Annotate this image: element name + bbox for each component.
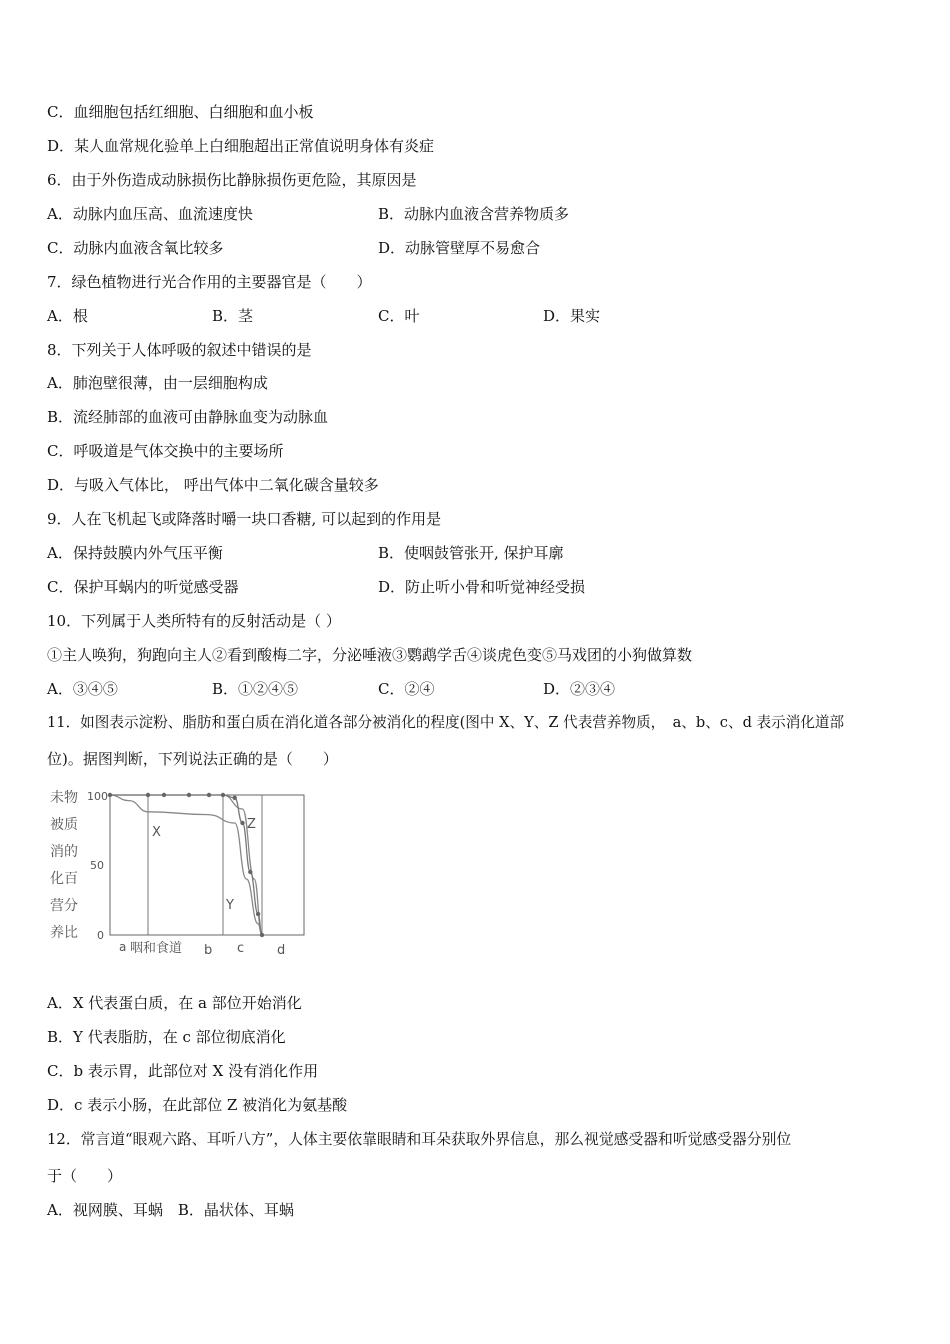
- q9-option-b: B．使咽鼓管张开, 保护耳廓: [378, 544, 564, 562]
- digestion-chart: [44, 784, 314, 964]
- ytick-100: 100: [87, 790, 108, 803]
- q11-option-d: D．c 表示小肠，在此部位 Z 被消化为氨基酸: [47, 1096, 348, 1114]
- q6-option-a: A．动脉内血压高、血流速度快: [47, 205, 253, 223]
- ylabel-row-5: 营分: [50, 898, 78, 914]
- series-point-z: [221, 793, 225, 797]
- series-point-z: [248, 870, 252, 874]
- q10-stem: 10．下列属于人类所特有的反射活动是（ ）: [47, 612, 341, 630]
- series-label-z: Z: [247, 817, 256, 832]
- plot-frame: [110, 795, 304, 935]
- q10-statements: ①主人唤狗，狗跑向主人②看到酸梅二字，分泌唾液③鹦鹉学舌④谈虎色变⑤马戏团的小狗做算数: [47, 646, 693, 664]
- q6-option-d: D．动脉管壁厚不易愈合: [378, 239, 541, 257]
- xregion-a: a: [119, 940, 127, 954]
- q7-option-d: D．果实: [543, 307, 601, 325]
- ytick-0: 0: [97, 929, 104, 942]
- xregion-c: c: [237, 941, 245, 956]
- q11-option-a: A．X 代表蛋白质，在 a 部位开始消化: [47, 994, 302, 1012]
- q9-option-d: D．防止听小骨和听觉神经受损: [378, 578, 586, 596]
- xregion-d: d: [277, 943, 286, 958]
- q8-stem: 8．下列关于人体呼吸的叙述中错误的是: [47, 341, 312, 359]
- series-point-z: [233, 796, 237, 800]
- q6-option-c: C．动脉内血液含氧比较多: [47, 239, 224, 257]
- series-point-z: [256, 912, 260, 916]
- q8-option-a: A．肺泡壁很薄，由一层细胞构成: [47, 374, 268, 392]
- series-point-z: [162, 793, 166, 797]
- xregion-throat: 咽和食道: [130, 941, 183, 956]
- q10-option-c: C．②④: [378, 680, 435, 698]
- q8-option-b: B．流经肺部的血液可由静脉血变为动脉血: [47, 408, 329, 426]
- q7-option-c: C．叶: [378, 307, 420, 325]
- series-point-z: [207, 793, 211, 797]
- ylabel-row-6: 养比: [50, 925, 78, 941]
- q5-option-d: D．某人血常规化验单上白细胞超出正常值说明身体有炎症: [47, 137, 435, 155]
- q11-option-b: B．Y 代表脂肪，在 c 部位彻底消化: [47, 1028, 286, 1046]
- q8-option-d: D．与吸入气体比， 呼出气体中二氧化碳含量较多: [47, 476, 379, 494]
- ylabel-row-1: 未物: [50, 790, 78, 806]
- q7-stem: 7．绿色植物进行光合作用的主要器官是（ ）: [47, 273, 372, 291]
- series-line-z: [110, 795, 262, 935]
- q9-option-a: A．保持鼓膜内外气压平衡: [47, 544, 223, 562]
- q10-option-b: B．①②④⑤: [212, 680, 299, 698]
- series-point-z: [260, 933, 264, 937]
- ylabel-row-3: 消的: [50, 844, 78, 860]
- q6-stem: 6．由于外伤造成动脉损伤比静脉损伤更危险，其原因是: [47, 171, 417, 189]
- ylabel-row-2: 被质: [50, 817, 78, 833]
- xregion-b: b: [204, 943, 213, 958]
- series-label-y: Y: [226, 898, 234, 913]
- q11-option-c: C．b 表示胃，此部位对 X 没有消化作用: [47, 1062, 319, 1080]
- series-point-z: [187, 793, 191, 797]
- q11-stem-line1: 11．如图表示淀粉、脂肪和蛋白质在消化道各部分被消化的程度(图中 X、Y、Z 代表营养物质， a、b、c、d 表示消化道部: [47, 714, 845, 731]
- series-label-x: X: [152, 825, 161, 840]
- q12-stem-line2: 于（ ）: [47, 1167, 123, 1185]
- series-point-z: [146, 793, 150, 797]
- series-point-z: [240, 821, 244, 825]
- ytick-50: 50: [90, 859, 104, 872]
- q7-option-a: A．根: [47, 307, 88, 325]
- q9-stem: 9．人在飞机起飞或降落时嚼一块口香糖, 可以起到的作用是: [47, 510, 442, 528]
- series-point-z: [108, 793, 112, 797]
- q5-option-c: C．血细胞包括红细胞、白细胞和血小板: [47, 103, 314, 121]
- series-layer: [108, 793, 264, 937]
- q12-stem-line1: 12．常言道“眼观六路、耳听八方”，人体主要依靠眼睛和耳朵获取外界信息，那么视觉感受器和听觉感受器分别位: [47, 1131, 792, 1148]
- digestion-chart-svg: [44, 784, 314, 964]
- q7-option-b: B．茎: [212, 307, 254, 325]
- q10-option-a: A．③④⑤: [47, 680, 118, 698]
- q8-option-c: C．呼吸道是气体交换中的主要场所: [47, 442, 284, 460]
- q10-option-d: D．②③④: [543, 680, 616, 698]
- q11-stem-line2: 位)。据图判断，下列说法正确的是（ ）: [47, 750, 338, 768]
- q9-option-c: C．保护耳蜗内的听觉感受器: [47, 578, 239, 596]
- q12-options-ab: A．视网膜、耳蜗 B．晶状体、耳蜗: [47, 1201, 294, 1219]
- q6-option-b: B．动脉内血液含营养物质多: [378, 205, 570, 223]
- ylabel-row-4: 化百: [50, 871, 78, 887]
